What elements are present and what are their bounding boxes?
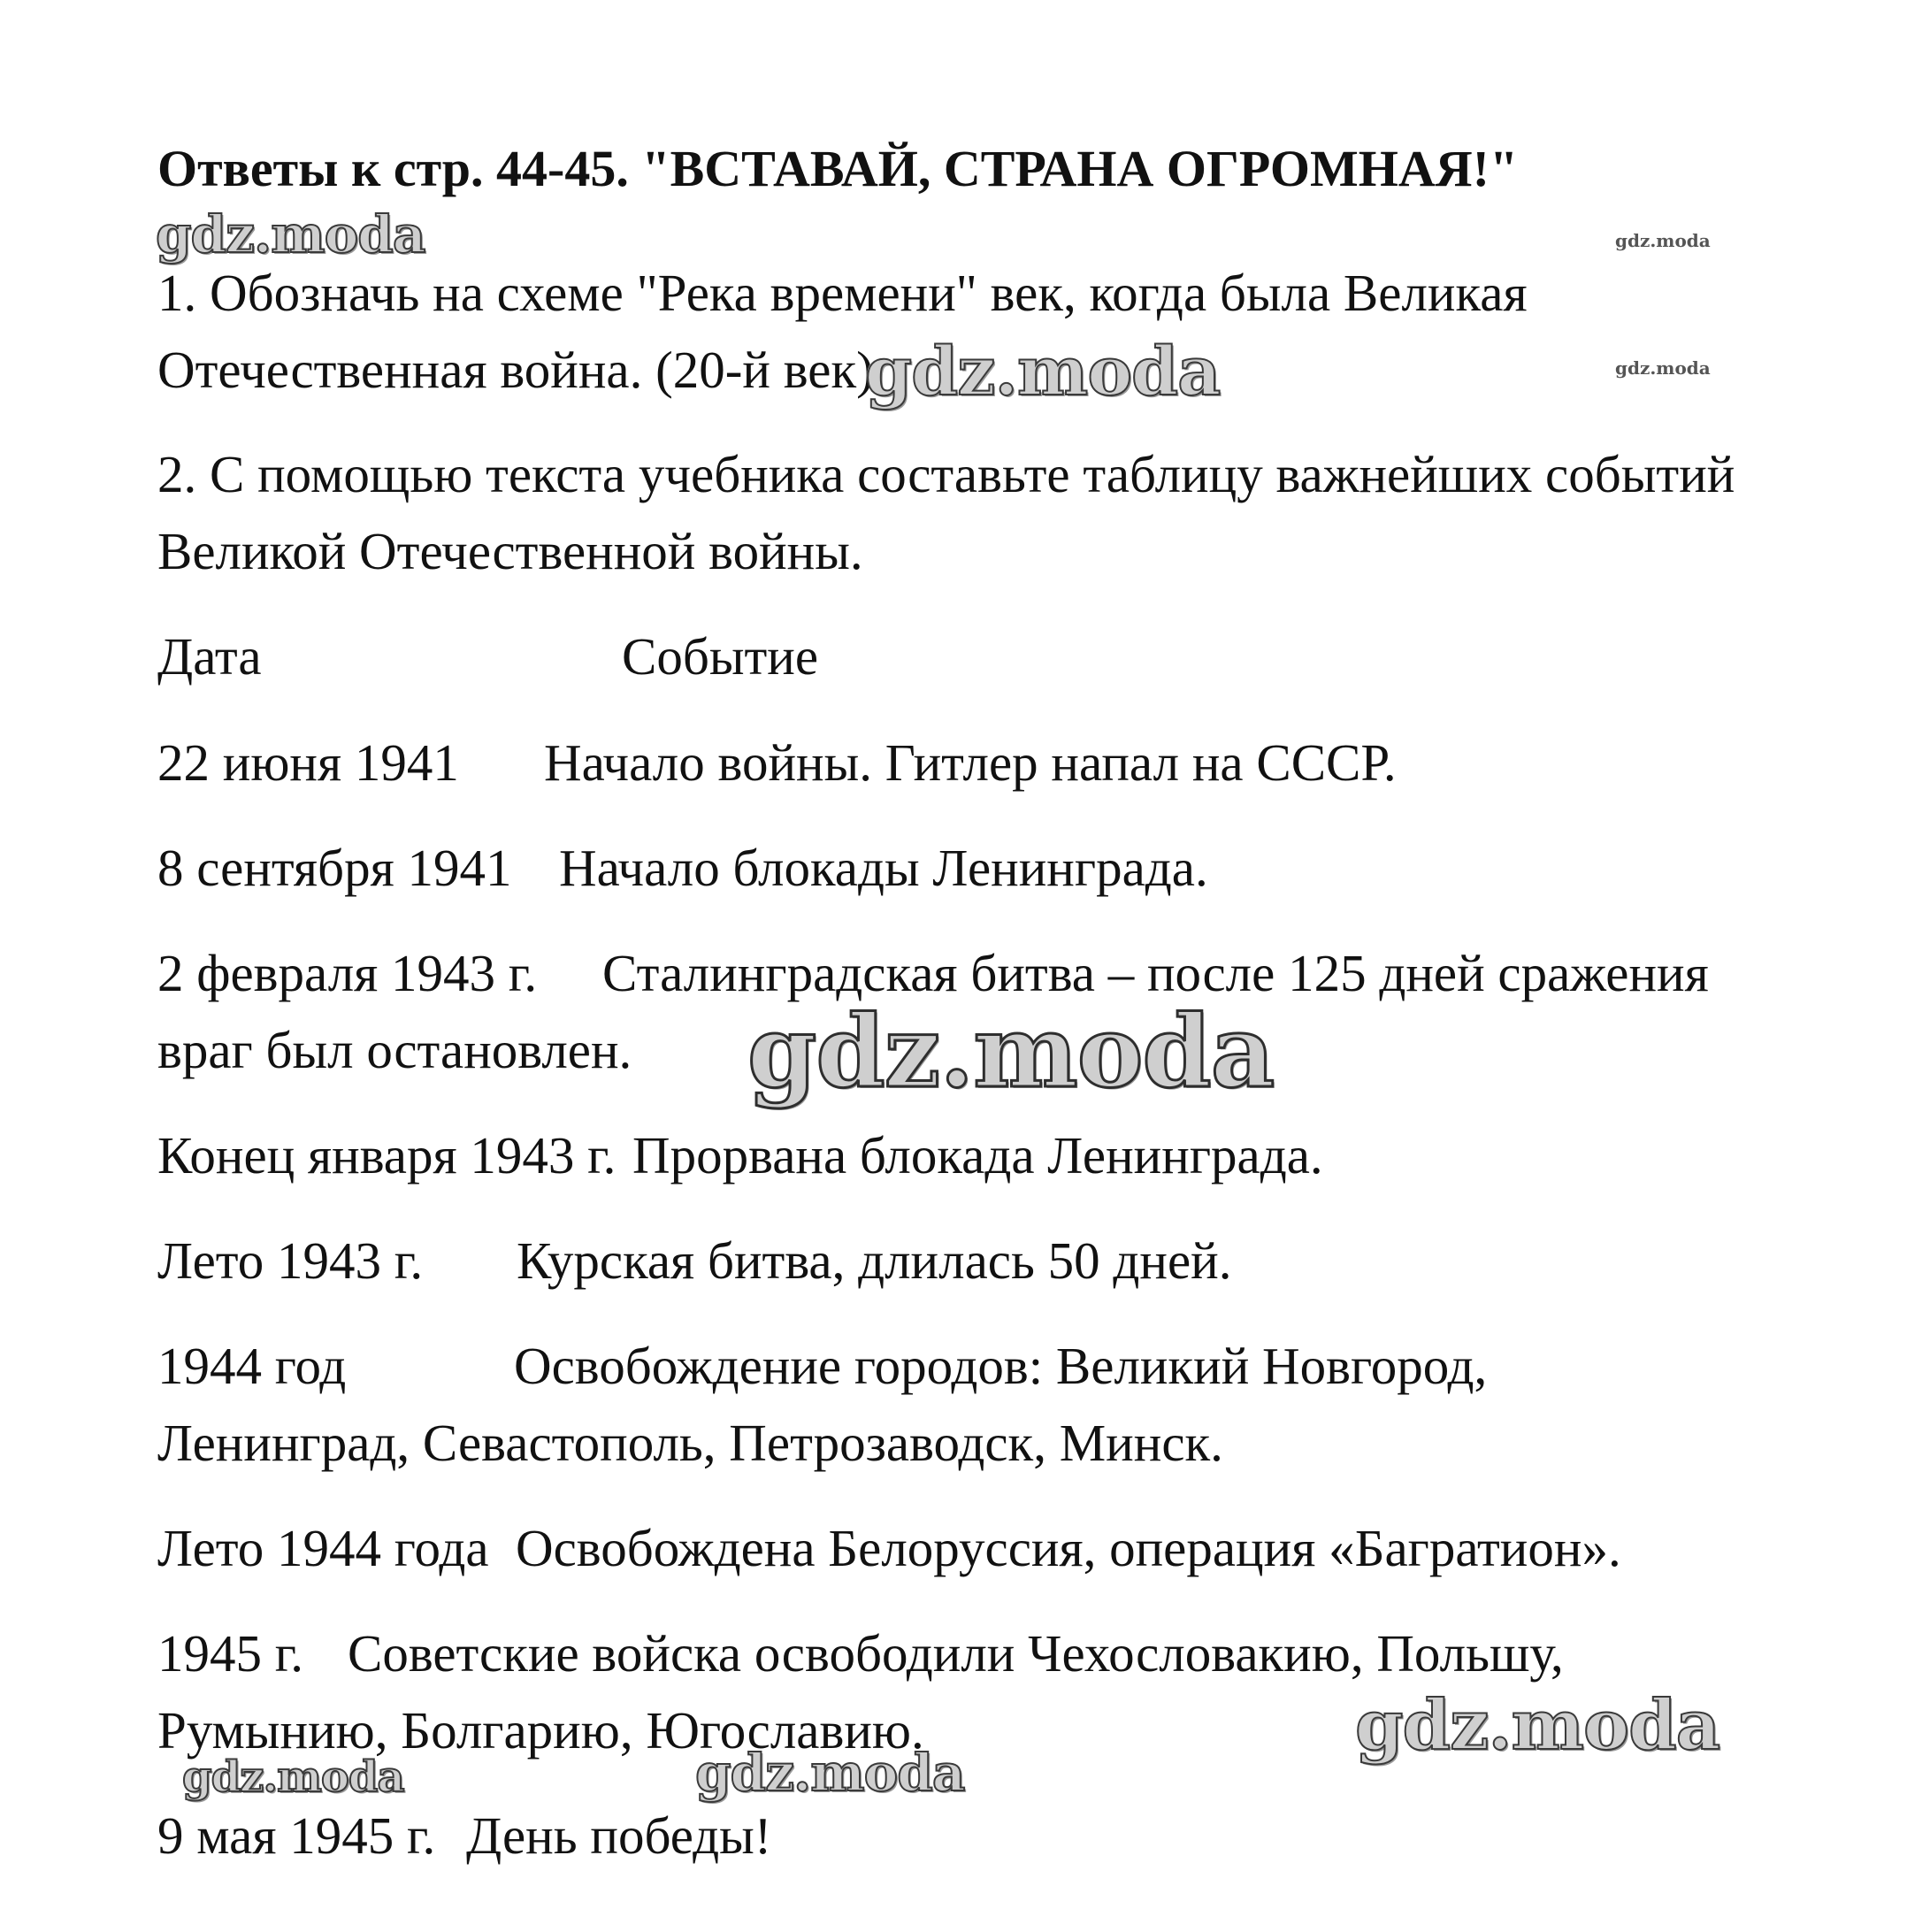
table-row-date: Лето 1943 г. (157, 1231, 424, 1290)
table-row-event: Освобождение городов: Великий Новгород, (514, 1337, 1488, 1395)
table-row-date: 1945 г. (157, 1624, 304, 1683)
task1-line2: Отечественная война. (20-й век) (157, 341, 874, 399)
task1-line1: 1. Обозначь на схеме "Река времени" век, когда была Великая (157, 264, 1528, 322)
table-row-event: День победы! (466, 1806, 772, 1865)
page-title: Ответы к стр. 44-45. "ВСТАВАЙ, СТРАНА ОГРОМНАЯ!" (157, 140, 1519, 197)
table-row-event-cont: Румынию, Болгарию, Югославию. (157, 1701, 924, 1760)
watermark-logo-small: gdz.moda (1615, 230, 1711, 251)
table-row-event-cont: враг был остановлен. (157, 1021, 632, 1079)
watermark-logo: gdz.moda (747, 994, 1275, 1110)
watermark-logo: gdz.moda (1355, 1685, 1720, 1766)
table-row-date: 9 мая 1945 г. (157, 1806, 436, 1865)
watermark-logo: gdz.moda (865, 332, 1221, 410)
task2-line2: Великой Отечественной войны. (157, 522, 863, 580)
table-row-date: 22 июня 1941 (157, 733, 459, 792)
table-row-event: Начало блокады Ленинграда. (559, 839, 1208, 897)
table-row-event: Советские войска освободили Чехословакию, Польшу, (348, 1624, 1564, 1683)
table-header-event: Событие (622, 627, 819, 686)
table-row-date: 8 сентября 1941 (157, 839, 512, 897)
watermark-logo: gdz.moda (182, 1752, 404, 1802)
table-row-event: Освобождена Белоруссия, операция «Багратион». (516, 1519, 1621, 1577)
table-row-date: 1944 год (157, 1337, 347, 1395)
table-row-date: Лето 1944 года (157, 1519, 489, 1577)
table-row-event: Прорвана блокада Ленинграда. (632, 1126, 1323, 1184)
table-row-event: Сталинградская битва – после 125 дней сражения (602, 944, 1709, 1002)
table-row-event-cont: Ленинград, Севастополь, Петрозаводск, Минск. (157, 1414, 1223, 1472)
table-header-date: Дата (157, 627, 262, 686)
table-row-event: Начало войны. Гитлер напал на СССР. (544, 733, 1397, 792)
watermark-logo: gdz.moda (695, 1743, 965, 1803)
table-row-date: Конец января 1943 г. (157, 1126, 617, 1184)
task2-line1: 2. С помощью текста учебника составьте таблицу важнейших событий (157, 445, 1735, 503)
table-row-date: 2 февраля 1943 г. (157, 944, 538, 1002)
watermark-logo-small: gdz.moda (1615, 357, 1711, 379)
watermark-logo: gdz.moda (156, 204, 425, 264)
table-row-event: Курская битва, длилась 50 дней. (517, 1231, 1232, 1290)
